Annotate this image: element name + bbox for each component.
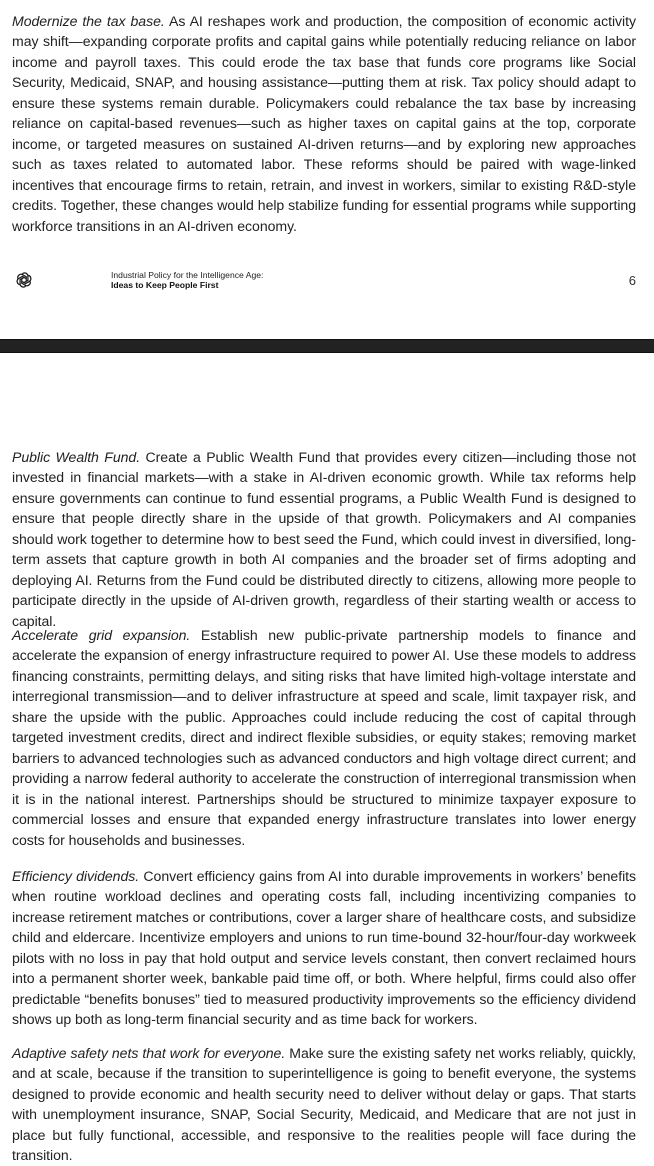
page-footer <box>0 266 654 296</box>
paragraph-body: As AI reshapes work and production, the composition of economic activity may shift—expanding corporate profits and capital gains while potentially reducing reliance on labor income and payroll taxes. This could erode the tax base that funds core programs like Social Security, Medicaid, SNAP, and housing assistance—putting them at risk. Tax policy should adapt to ensure these systems remain durable. Policymakers could rebalance the tax base by increasing reliance on capital-based revenues—such as higher taxes on capital gains at the top, corporate income, or targeted measures on sustained AI-driven returns—and by exploring new approaches such as taxes related to automated labor. These reforms should be paired with wage-linked incentives that encourage firms to retain, retrain, and invest in workers, similar to existing R&D-style credits. Together, these changes would help stabilize funding for essential programs while supporting workforce transitions in an AI-driven economy. <box>12 13 636 234</box>
page-separator <box>0 339 654 353</box>
page-number: 6 <box>628 273 636 288</box>
paragraph-accelerate-grid-expansion <box>12 625 636 850</box>
openai-logo-icon <box>14 270 34 290</box>
paragraph-modernize-tax-base <box>12 11 636 236</box>
paragraph-adaptive-safety-nets <box>12 1043 636 1166</box>
paragraph-lead: Efficiency dividends. <box>12 868 140 884</box>
paragraph-body: Establish new public-private partnership models to finance and accelerate the expansion of energy infrastructure required to power AI. Use these models to address financing constraints, permitting delays, and siting risks that have limited high-voltage interstate and interregional transmission—and to deliver infrastructure at speed and scale, limit taxpayer risk, and share the upside with the public. Approaches could include reducing the cost of capital through targeted investment credits, direct and indirect flexible subsidies, or equity stakes; removing market barriers to advanced technologies such as advanced conductors and high voltage direct current; and providing a narrow federal authority to accelerate the construction of interregional transmission when it is in the national interest. Partnerships should be structured to minimize taxpayer exposure to commercial losses and ensure that expanded energy infrastructure translates into lower energy costs for households and businesses. <box>12 627 636 848</box>
footer-title-line2: Ideas to Keep People First <box>111 280 219 290</box>
footer-title-line1: Industrial Policy for the Intelligence Age: <box>111 270 264 280</box>
paragraph-lead: Public Wealth Fund. <box>12 449 141 465</box>
document-page-6 <box>0 0 654 339</box>
paragraph-lead: Modernize the tax base. <box>12 13 165 29</box>
paragraph-efficiency-dividends <box>12 866 636 1030</box>
paragraph-lead: Adaptive safety nets that work for everyone. <box>12 1045 286 1061</box>
paragraph-public-wealth-fund <box>12 447 636 631</box>
paragraph-body: Create a Public Wealth Fund that provides every citizen—including those not invested in financial markets—with a stake in AI-driven economic growth. While tax reforms help ensure governments can continue to fund essential programs, a Public Wealth Fund is designed to ensure that people directly share in the upside of that growth. Policymakers and AI companies should work together to determine how to best seed the Fund, which could invest in diversified, long-term assets that capture growth in both AI companies and the broader set of firms adopting and deploying AI. Returns from the Fund could be distributed directly to citizens, allowing more people to participate directly in the upside of AI-driven growth, regardless of their starting wealth or access to capital. <box>12 449 636 629</box>
footer-document-title <box>111 270 263 290</box>
paragraph-body: Convert efficiency gains from AI into durable improvements in workers’ benefits when routine workload declines and operating costs fall, including incentivizing companies to increase retirement matches or contributions, cover a larger share of healthcare costs, and subsidize child and eldercare. Incentivize employers and unions to run time-bound 32-hour/four-day workweek pilots with no loss in pay that hold output and service levels constant, then convert reclaimed hours into a permanent shorter week, bankable paid time off, or both. Where helpful, firms could also offer predictable “benefits bonuses” tied to measured productivity improvements so the efficiency dividend shows up both as long-term financial security and as time back for workers. <box>12 868 637 1028</box>
paragraph-lead: Accelerate grid expansion. <box>12 627 191 643</box>
paragraph-body: Make sure the existing safety net works reliably, quickly, and at scale, because if the transition to superintelligence is going to benefit everyone, the systems designed to provide economic and health security need to deliver without delay or gaps. That starts with unemployment insurance, SNAP, Social Security, Medicaid, and Medicare that are not just in place but fully functional, accessible, and responsive to the realities people will face during the transition. <box>12 1045 636 1164</box>
